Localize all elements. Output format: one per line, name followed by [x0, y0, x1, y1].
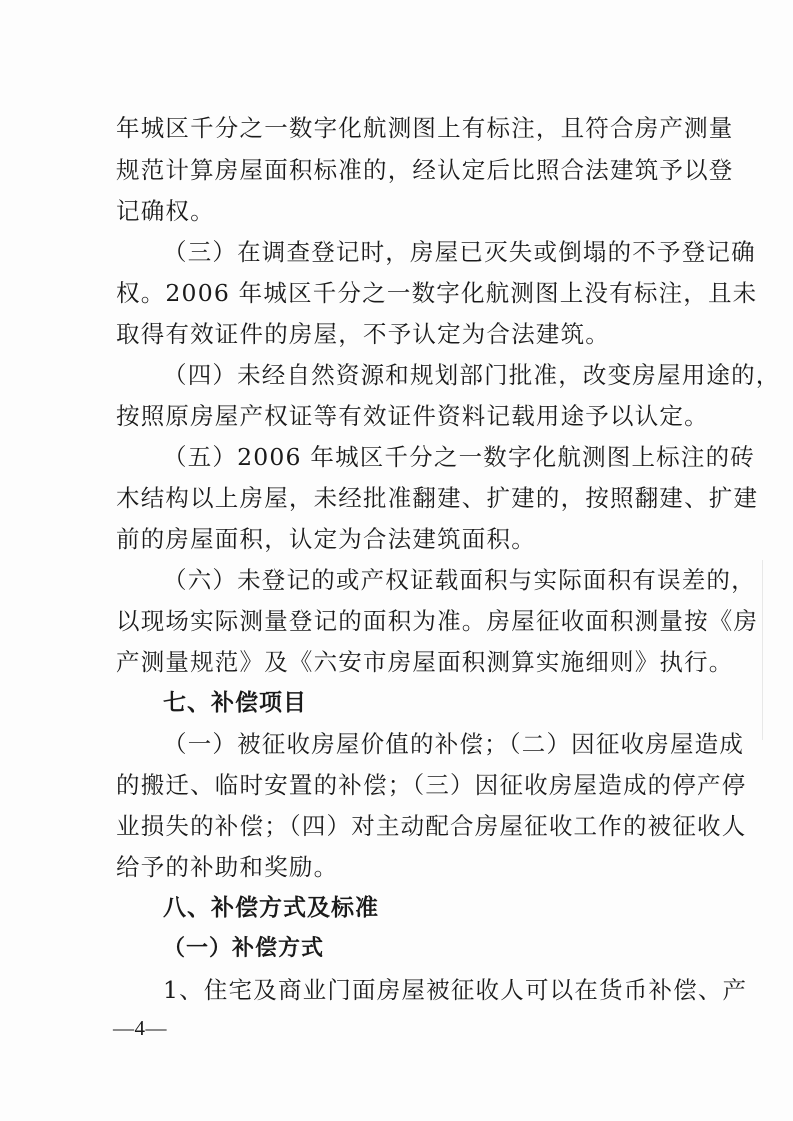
text-line: 权。2006 年城区千分之一数字化航测图上没有标注，且未 — [116, 279, 758, 307]
paragraph-start: 1、住宅及商业门面房屋被征收人可以在货币补偿、产 — [163, 976, 748, 1004]
text-line: 前的房屋面积，认定为合法建筑面积。 — [116, 525, 536, 553]
paragraph-start: （六）未登记的或产权证载面积与实际面积有误差的， — [163, 566, 756, 594]
text-line: 按照原房屋产权证等有效证件资料记载用途予以认定。 — [116, 402, 709, 430]
text-line: 的搬迁、临时安置的补偿；（三）因征收房屋造成的停产停 — [116, 771, 747, 799]
scan-artifact — [762, 560, 763, 740]
text-line: 产测量规范》及《六安市房屋面积测算实施细则》执行。 — [116, 648, 734, 676]
text-line: 业损失的补偿；（四）对主动配合房屋征收工作的被征收人 — [116, 812, 747, 840]
paragraph-start: （一）被征收房屋价值的补偿；（二）因征收房屋造成 — [163, 730, 745, 758]
text-line: 取得有效证件的房屋，不予认定为合法建筑。 — [116, 320, 610, 348]
section-heading: 八、补偿方式及标准 — [163, 895, 379, 921]
text-line: 规范计算房屋面积标准的，经认定后比照合法建筑予以登 — [116, 156, 734, 184]
text-line: 记确权。 — [116, 197, 215, 225]
subsection-heading: （一）补偿方式 — [163, 936, 325, 961]
text-line: 以现场实际测量登记的面积为准。房屋征收面积测量按《房 — [116, 607, 759, 635]
section-heading: 七、补偿项目 — [163, 690, 307, 716]
paragraph-start: （三）在调查登记时，房屋已灭失或倒塌的不予登记确 — [163, 238, 756, 266]
paragraph-start: （四）未经自然资源和规划部门批准，改变房屋用途的， — [163, 361, 781, 389]
text-line: 木结构以上房屋，未经批准翻建、扩建的，按照翻建、扩建 — [116, 484, 759, 512]
page-number: —4— — [113, 1016, 167, 1040]
paragraph-start: （五）2006 年城区千分之一数字化航测图上标注的砖 — [163, 443, 755, 471]
text-line: 给予的补助和奖励。 — [116, 853, 339, 881]
text-line: 年城区千分之一数字化航测图上有标注，且符合房产测量 — [116, 114, 734, 142]
